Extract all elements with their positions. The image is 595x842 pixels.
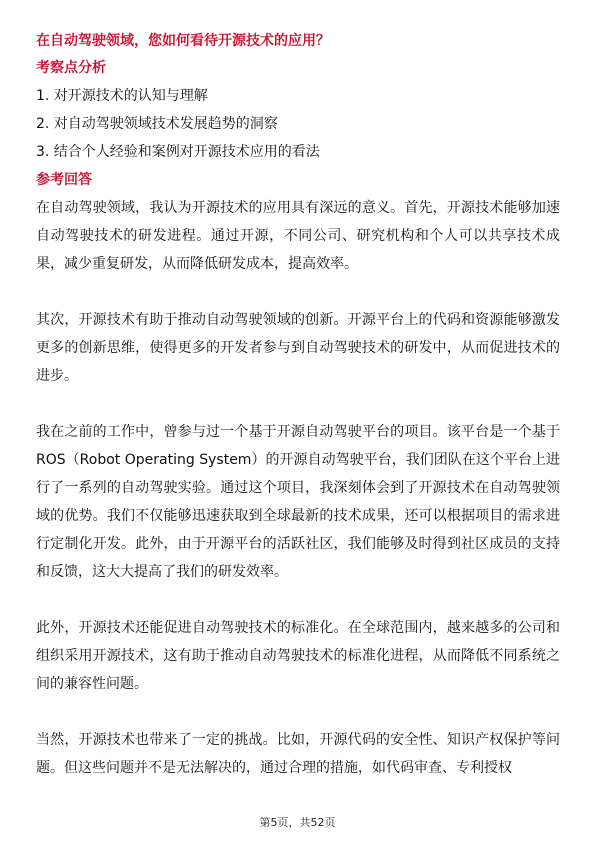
list-item: 1. 对开源技术的认知与理解 bbox=[36, 88, 208, 104]
list-item: 2. 对自动驾驶领域技术发展趋势的洞察 bbox=[36, 116, 278, 132]
answer-paragraph: 其次，开源技术有助于推动自动驾驶领域的创新。开源平台上的代码和资源能够激发更多的创新思维，使得更多的开发者参与到自动驾驶技术的研发中，从而促进技术的进步。 bbox=[36, 312, 560, 384]
page-number: 第5页，共52页 bbox=[259, 816, 336, 829]
question-heading: 在自动驾驶领域，您如何看待开源技术的应用？ bbox=[36, 33, 330, 49]
answer-paragraph: 当然，开源技术也带来了一定的挑战。比如，开源代码的安全性、知识产权保护等问题。但这些问题并不是无法解决的，通过合理的措施，如代码审查、专利授权 bbox=[36, 732, 560, 776]
answer-paragraph: 此外，开源技术还能促进自动驾驶技术的标准化。在全球范围内，越来越多的公司和组织采用开源技术，这有助于推动自动驾驶技术的标准化进程，从而降低不同系统之间的兼容性问题。 bbox=[36, 620, 560, 692]
analysis-title: 考察点分析 bbox=[36, 60, 106, 76]
list-item: 3. 结合个人经验和案例对开源技术应用的看法 bbox=[36, 144, 320, 160]
analysis-list bbox=[36, 82, 560, 166]
page-content bbox=[36, 30, 560, 810]
answer-paragraph: 在自动驾驶领域，我认为开源技术的应用具有深远的意义。首先，开源技术能够加速自动驾驶技术的研发进程。通过开源，不同公司、研究机构和个人可以共享技术成果，减少重复研发，从而降低研发成本，提高效率。 bbox=[36, 200, 560, 272]
answer-paragraph: 我在之前的工作中，曾参与过一个基于开源自动驾驶平台的项目。该平台是一个基于ROS（Robot Operating System）的开源自动驾驶平台，我们团队在这个平台上进行了一系列的自动驾驶实验。通过这个项目，我深刻体会到了开源技术在自动驾驶领域的优势。我们不仅能够迅速获取到全球最新的技术成果，还可以根据项目的需求进行定制化开发。此外，由于开源平台的活跃社区，我们能够及时得到社区成员的支持和反馈，这大大提高了我们的研发效率。 bbox=[36, 424, 560, 580]
answer-title: 参考回答 bbox=[36, 172, 92, 188]
